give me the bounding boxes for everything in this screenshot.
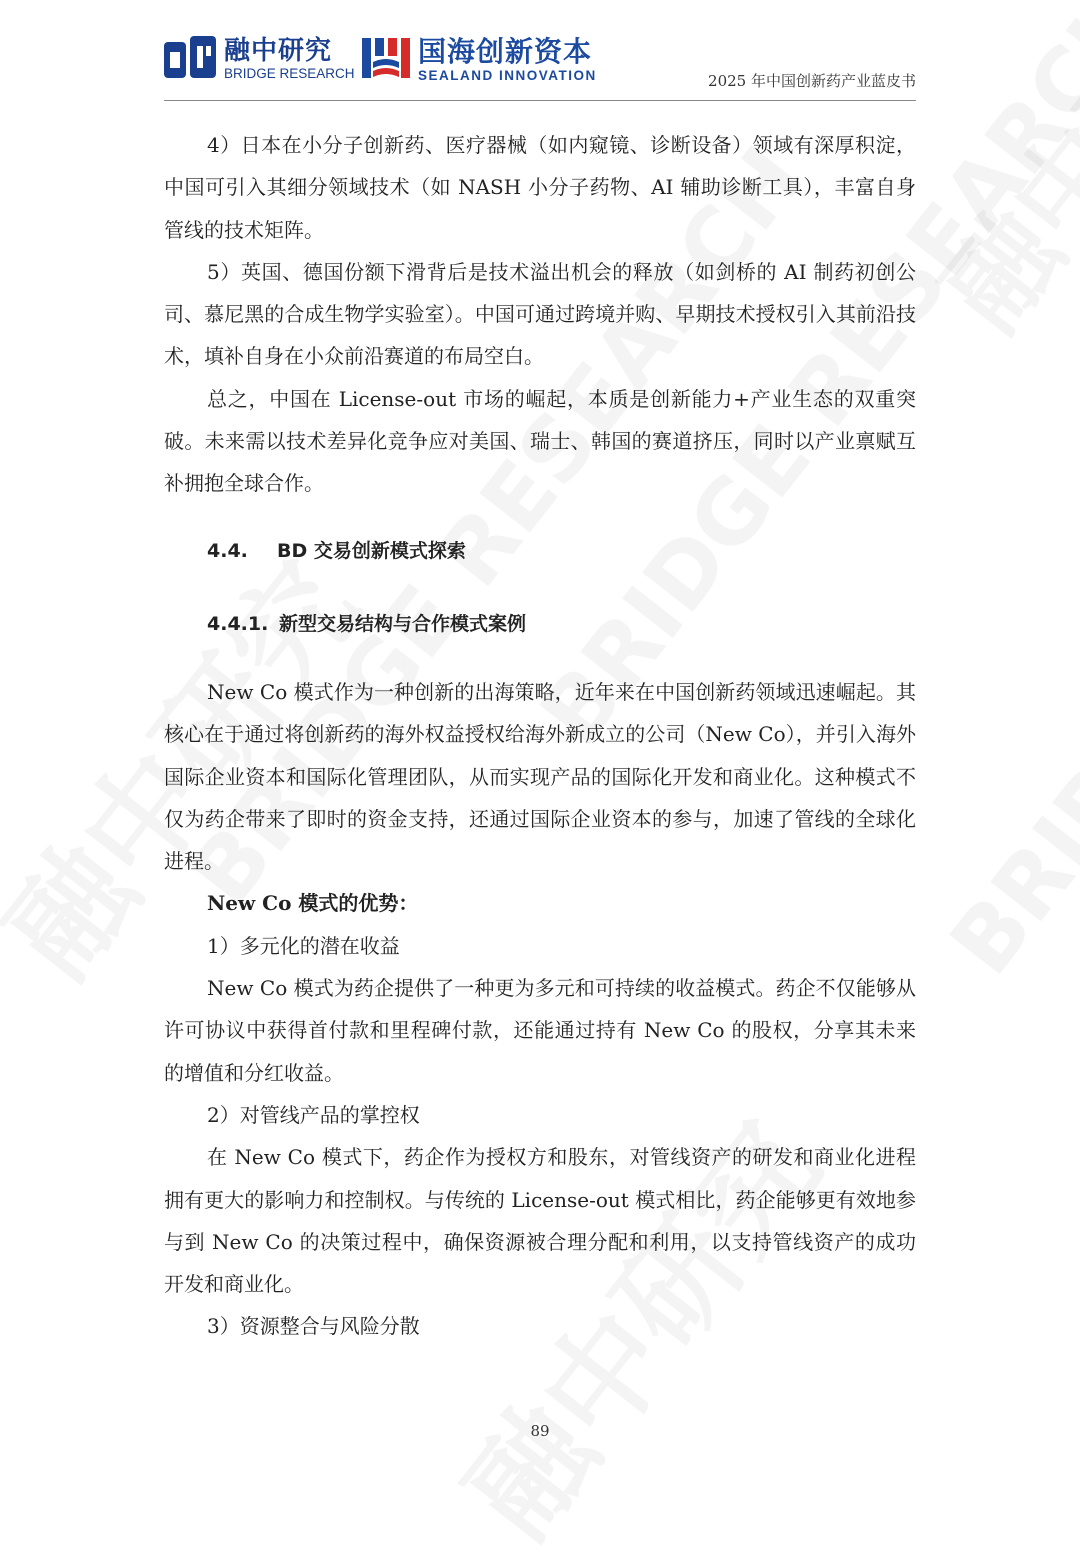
subsection-heading	[207, 609, 526, 636]
logo2-chinese: 国海创新资本	[418, 35, 593, 68]
body-text-bottom	[164, 671, 916, 1348]
logo1-english: BRIDGE RESEARCH	[224, 66, 355, 81]
section-number: 4.4.	[207, 540, 248, 562]
paragraph: New Co 模式为药企提供了一种更为多元和可持续的收益模式。药企不仅能够从许可协议中获得首付款和里程碑付款，还能通过持有 New Co 的股权，分享其未来的增值和分红收益。	[164, 976, 916, 1085]
header-divider	[164, 100, 916, 101]
paragraph: 5）英国、德国份额下滑背后是技术溢出机会的释放（如剑桥的 AI 制药初创公司、慕尼黑的合成生物学实验室）。中国可通过跨境并购、早期技术授权引入其前沿技术，填补自身在小众前沿赛道的布局空白。	[164, 259, 916, 369]
section-title: BD 交易创新模式探索	[277, 540, 466, 562]
list-item-heading: 2）对管线产品的掌控权	[207, 1102, 420, 1127]
logo2-english: SEALAND INNOVATION	[418, 68, 597, 83]
logo1-chinese: 融中研究	[224, 36, 333, 66]
body-text-top	[164, 124, 916, 505]
subsection-number: 4.4.1.	[207, 613, 269, 635]
sealand-innovation-logo-icon	[362, 36, 410, 84]
section-heading	[207, 536, 466, 563]
list-item-heading: 1）多元化的潜在收益	[207, 933, 400, 958]
advantages-heading: New Co 模式的优势：	[207, 891, 419, 916]
paragraph: New Co 模式作为一种创新的出海策略，近年来在中国创新药领域迅速崛起。其核心在于通过将创新药的海外权益授权给海外新成立的公司（New Co），并引入海外国际企业资本和国际化管理团队，从而实现产品的国际化开发和商业化。这种模式不仅为药企带来了即时的资金支持，还通过国际企业资本的参与，加速了管线的全球化进程。	[164, 680, 916, 874]
sealand-innovation-logo	[418, 36, 597, 84]
paragraph: 总之，中国在 License-out 市场的崛起，本质是创新能力+产业生态的双重突破。未来需以技术差异化竞争应对美国、瑞士、韩国的赛道挤压，同时以产业禀赋互补拥抱全球合作。	[164, 386, 916, 496]
bridge-research-logo-icon	[164, 36, 216, 84]
list-item-heading: 3）资源整合与风险分散	[207, 1314, 420, 1339]
paragraph: 4）日本在小分子创新药、医疗器械（如内窥镜、诊断设备）领域有深厚积淀，中国可引入其细分领域技术（如 NASH 小分子药物、AI 辅助诊断工具），丰富自身管线的技术矩阵。	[164, 133, 916, 242]
watermark-text	[900, 0, 1080, 357]
paragraph: 在 New Co 模式下，药企作为授权方和股东，对管线资产的研发和商业化进程拥有更大的影响力和控制权。与传统的 License-out 模式相比，药企能够更有效地参与到 New Co 的决策过程中，确保资源被合理分配和利用，以支持管线资产的成功开发和商业化。	[164, 1145, 916, 1297]
subsection-title: 新型交易结构与合作模式案例	[279, 613, 527, 635]
page-header	[164, 32, 916, 102]
page-number: 89	[530, 1422, 550, 1440]
report-title: 2025 年中国创新药产业蓝皮书	[708, 72, 916, 90]
watermark-text	[930, 198, 1080, 994]
bridge-research-logo	[224, 36, 355, 82]
